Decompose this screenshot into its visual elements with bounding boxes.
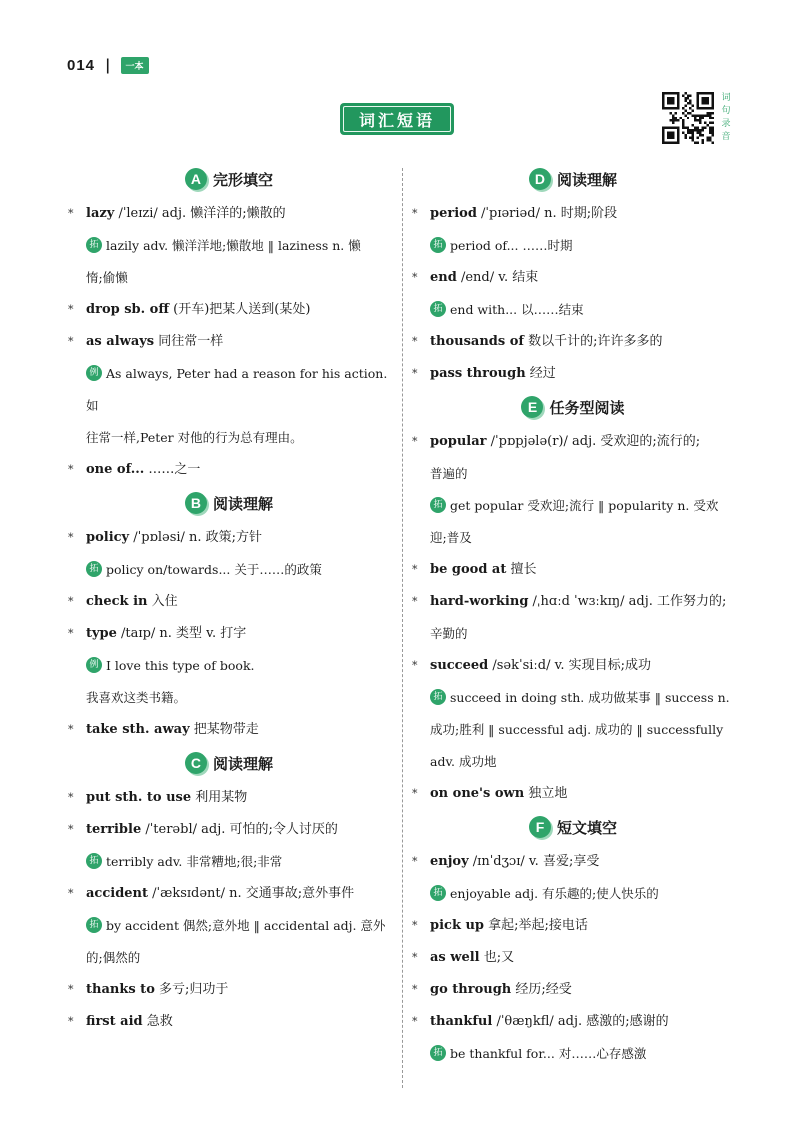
vocab-definition: /ˈæksɪdənt/ n. 交通事故;意外事件: [148, 886, 355, 901]
vocab-entry: [412, 426, 734, 458]
bullet-mark: *: [68, 791, 74, 804]
vocab-note-text: period of... ……时期: [450, 238, 573, 253]
page-header: [67, 54, 149, 76]
section-heading: [68, 162, 390, 196]
extend-tag-icon: 拓: [430, 885, 446, 901]
qr-code-icon[interactable]: [662, 92, 714, 144]
vocab-entry: [68, 326, 390, 358]
vocab-note-line: [68, 358, 390, 422]
bullet-mark: *: [68, 463, 74, 476]
vocab-note-text: 辛勤的: [430, 626, 468, 641]
section-letter-badge: B: [185, 492, 207, 514]
section-heading: [412, 810, 734, 844]
vocab-entry: [68, 1006, 390, 1038]
vocab-note-text: get popular 受欢迎;流行 ‖ popularity n. 受欢: [450, 498, 719, 513]
vocab-definition: /ˈpɒpjələ(r)/ adj. 受欢迎的;流行的;: [486, 434, 701, 449]
bullet-mark: *: [68, 1015, 74, 1028]
section-letter-badge: A: [185, 168, 207, 190]
vocab-entry: [68, 294, 390, 326]
vocab-term: first aid: [86, 1014, 143, 1029]
vocab-note-text: 普遍的: [430, 466, 468, 481]
vocab-definition: 利用某物: [191, 790, 248, 805]
vocab-entry: [412, 262, 734, 294]
vocab-note-line: [68, 650, 390, 682]
bullet-mark: *: [412, 919, 418, 932]
vocab-definition: 入住: [147, 594, 178, 609]
vocab-definition: 数以千计的;许许多多的: [523, 334, 663, 349]
vocab-term: on one's own: [430, 786, 525, 801]
vocab-title-banner: [340, 103, 454, 135]
vocab-note-line: [68, 910, 390, 942]
vocab-term: as always: [86, 334, 155, 349]
extend-tag-icon: 拓: [430, 301, 446, 317]
vocab-definition: /ˈθæŋkfl/ adj. 感激的;感谢的: [492, 1014, 669, 1029]
vocab-note-line: [68, 230, 390, 262]
extend-tag-icon: 拓: [430, 1045, 446, 1061]
vocab-term: as well: [430, 950, 480, 965]
section-title: 阅读理解: [212, 754, 273, 773]
vocab-note-line: [412, 746, 734, 778]
vocab-definition: /ˈpɒləsi/ n. 政策;方针: [129, 530, 263, 545]
bullet-mark: *: [412, 335, 418, 348]
bullet-mark: *: [412, 1015, 418, 1028]
vocab-note-line: [412, 878, 734, 910]
bullet-mark: *: [412, 207, 418, 220]
vocab-note-line: [68, 422, 390, 454]
vocab-note-line: [412, 230, 734, 262]
vocab-entry: [68, 198, 390, 230]
section-heading: [412, 390, 734, 424]
section-title: 完形填空: [212, 170, 273, 189]
vocab-entry: [412, 358, 734, 390]
bullet-mark: *: [68, 887, 74, 900]
extend-tag-icon: 拓: [430, 237, 446, 253]
section-title: 短文填空: [556, 818, 617, 837]
vocab-definition: /ˌhɑːd ˈwɜːkɪŋ/ adj. 工作努力的;: [528, 594, 727, 609]
vocab-note-line: [412, 714, 734, 746]
vocab-definition: /ˈpɪəriəd/ n. 时期;阶段: [476, 206, 618, 221]
vocab-definition: 经历;经受: [511, 982, 572, 997]
extend-tag-icon: 拓: [430, 689, 446, 705]
bullet-mark: *: [68, 595, 74, 608]
vocab-term: take sth. away: [86, 722, 190, 737]
vocab-term: put sth. to use: [86, 790, 192, 805]
header-separator: |: [105, 56, 111, 74]
vocab-definition: 也;又: [479, 950, 515, 965]
vocab-definition: 独立地: [524, 786, 568, 801]
bullet-mark: *: [68, 983, 74, 996]
vocab-entry: [68, 878, 390, 910]
vocab-term: type: [86, 626, 117, 641]
section-heading: [68, 746, 390, 780]
vocab-entry: [68, 714, 390, 746]
vocab-note-text: 我喜欢这类书籍。: [86, 690, 187, 705]
vocab-definition: /end/ v. 结束: [456, 270, 539, 285]
section-letter-badge: E: [521, 396, 543, 418]
qr-label-char: 音: [721, 132, 731, 142]
vocab-note-line: [412, 618, 734, 650]
vocab-title: 词汇短语: [343, 106, 451, 132]
bullet-mark: *: [68, 207, 74, 220]
extend-tag-icon: 拓: [430, 497, 446, 513]
vocab-note-text: succeed in doing sth. 成功做某事 ‖ success n.: [450, 690, 730, 705]
vocab-note-text: be thankful for... 对……心存感激: [450, 1046, 647, 1061]
vocab-note-text: 往常一样,Peter 对他的行为总有理由。: [86, 430, 303, 445]
vocab-entry: [412, 942, 734, 974]
vocab-definition: 经过: [525, 366, 556, 381]
bullet-mark: *: [412, 271, 418, 284]
vocab-term: enjoy: [430, 854, 469, 869]
vocab-note-text: 惰;偷懒: [86, 270, 128, 285]
vocab-note-text: 成功;胜利 ‖ successful adj. 成功的 ‖ successfully: [430, 722, 724, 737]
vocab-term: lazy: [86, 206, 115, 221]
section-title: 阅读理解: [212, 494, 273, 513]
vocab-note-text: As always, Peter had a reason for his action. 如: [86, 366, 388, 413]
qr-label-char: 录: [721, 119, 731, 129]
vocab-entry: [68, 454, 390, 486]
vocab-definition: 多亏;归功于: [154, 982, 229, 997]
section-letter-badge: D: [529, 168, 551, 190]
vocab-entry: [412, 778, 734, 810]
vocab-note-text: adv. 成功地: [430, 754, 497, 769]
vocab-definition: 擅长: [506, 562, 537, 577]
vocab-term: terrible: [86, 822, 142, 837]
vocab-note-line: [412, 458, 734, 490]
vocab-definition: /taɪp/ n. 类型 v. 打字: [116, 626, 247, 641]
vocab-term: hard-working: [430, 594, 529, 609]
vocab-note-line: [68, 942, 390, 974]
vocab-definition: (开车)把某人送到(某处): [169, 302, 311, 317]
left-column: [68, 162, 390, 1038]
bullet-mark: *: [412, 563, 418, 576]
vocab-note-text: policy on/towards... 关于……的政策: [106, 562, 322, 577]
vocab-note-text: I love this type of book.: [106, 658, 255, 673]
bullet-mark: *: [412, 367, 418, 380]
section-heading: [68, 486, 390, 520]
vocab-term: one of...: [86, 462, 145, 477]
vocab-definition: ……之一: [144, 462, 201, 477]
vocab-note-line: [412, 1038, 734, 1070]
vocab-entry: [412, 650, 734, 682]
qr-label: [720, 92, 732, 144]
vocab-term: drop sb. off: [86, 302, 170, 317]
vocab-note-line: [412, 522, 734, 554]
vocab-term: thousands of: [430, 334, 524, 349]
vocab-entry: [68, 782, 390, 814]
vocab-definition: /səkˈsiːd/ v. 实现目标;成功: [488, 658, 652, 673]
vocab-term: go through: [430, 982, 512, 997]
vocab-entry: [68, 586, 390, 618]
bullet-mark: *: [412, 595, 418, 608]
vocab-definition: /ˈleɪzi/ adj. 懒洋洋的;懒散的: [114, 206, 286, 221]
vocab-term: check in: [86, 594, 148, 609]
bullet-mark: *: [412, 855, 418, 868]
section-heading: [412, 162, 734, 196]
vocab-note-line: [68, 682, 390, 714]
vocab-note-line: [68, 262, 390, 294]
bullet-mark: *: [412, 787, 418, 800]
vocab-term: end: [430, 270, 457, 285]
vocab-entry: [412, 198, 734, 230]
vocab-entry: [412, 846, 734, 878]
vocab-note-line: [68, 846, 390, 878]
column-divider: [402, 168, 403, 1088]
vocab-entry: [412, 326, 734, 358]
vocab-entry: [412, 974, 734, 1006]
section-title: 阅读理解: [556, 170, 617, 189]
qr-label-char: 句: [721, 106, 731, 116]
extend-tag-icon: 拓: [86, 853, 102, 869]
bullet-mark: *: [68, 723, 74, 736]
example-tag-icon: 例: [86, 657, 102, 673]
page-number: 014: [67, 56, 96, 74]
vocab-entry: [412, 1006, 734, 1038]
vocab-term: popular: [430, 434, 487, 449]
vocab-definition: /ɪnˈdʒɔɪ/ v. 喜爱;享受: [468, 854, 600, 869]
vocab-entry: [412, 910, 734, 942]
bullet-mark: *: [68, 303, 74, 316]
vocab-term: succeed: [430, 658, 489, 673]
bullet-mark: *: [68, 531, 74, 544]
vocab-note-line: [412, 294, 734, 326]
vocab-term: pass through: [430, 366, 526, 381]
bullet-mark: *: [412, 659, 418, 672]
vocab-entry: [68, 974, 390, 1006]
vocab-term: thankful: [430, 1014, 493, 1029]
bullet-mark: *: [412, 435, 418, 448]
vocab-note-text: end with... 以……结束: [450, 302, 584, 317]
qr-label-char: 词: [721, 93, 731, 103]
vocab-note-text: terribly adv. 非常糟地;很;非常: [106, 854, 283, 869]
bullet-mark: *: [412, 983, 418, 996]
vocab-term: period: [430, 206, 477, 221]
vocab-entry: [412, 554, 734, 586]
vocab-term: be good at: [430, 562, 507, 577]
vocab-note-text: enjoyable adj. 有乐趣的;使人快乐的: [450, 886, 659, 901]
vocab-term: accident: [86, 886, 149, 901]
vocab-term: policy: [86, 530, 130, 545]
extend-tag-icon: 拓: [86, 561, 102, 577]
vocab-definition: 同往常一样: [154, 334, 224, 349]
bullet-mark: *: [68, 823, 74, 836]
extend-tag-icon: 拓: [86, 917, 102, 933]
vocab-note-text: by accident 偶然;意外地 ‖ accidental adj. 意外: [106, 918, 386, 933]
extend-tag-icon: 拓: [86, 237, 102, 253]
bullet-mark: *: [68, 335, 74, 348]
section-letter-badge: C: [185, 752, 207, 774]
vocab-entry: [68, 814, 390, 846]
bullet-mark: *: [412, 951, 418, 964]
vocab-definition: 把某物带走: [189, 722, 259, 737]
vocab-note-text: 的;偶然的: [86, 950, 141, 965]
right-column: [412, 162, 734, 1070]
vocab-definition: /ˈterəbl/ adj. 可怕的;令人讨厌的: [141, 822, 338, 837]
vocab-term: pick up: [430, 918, 485, 933]
vocab-definition: 急救: [142, 1014, 173, 1029]
grade-tag: 一本: [121, 57, 149, 74]
vocab-note-line: [412, 490, 734, 522]
vocab-note-line: [412, 682, 734, 714]
vocab-definition: 拿起;举起;接电话: [484, 918, 588, 933]
section-title: 任务型阅读: [549, 398, 625, 417]
section-letter-badge: F: [529, 816, 551, 838]
example-tag-icon: 例: [86, 365, 102, 381]
vocab-entry: [68, 618, 390, 650]
vocab-note-line: [68, 554, 390, 586]
vocab-entry: [412, 586, 734, 618]
vocab-entry: [68, 522, 390, 554]
vocab-note-text: lazily adv. 懒洋洋地;懒散地 ‖ laziness n. 懒: [106, 238, 361, 253]
bullet-mark: *: [68, 627, 74, 640]
vocab-note-text: 迎;普及: [430, 530, 472, 545]
vocab-term: thanks to: [86, 982, 155, 997]
